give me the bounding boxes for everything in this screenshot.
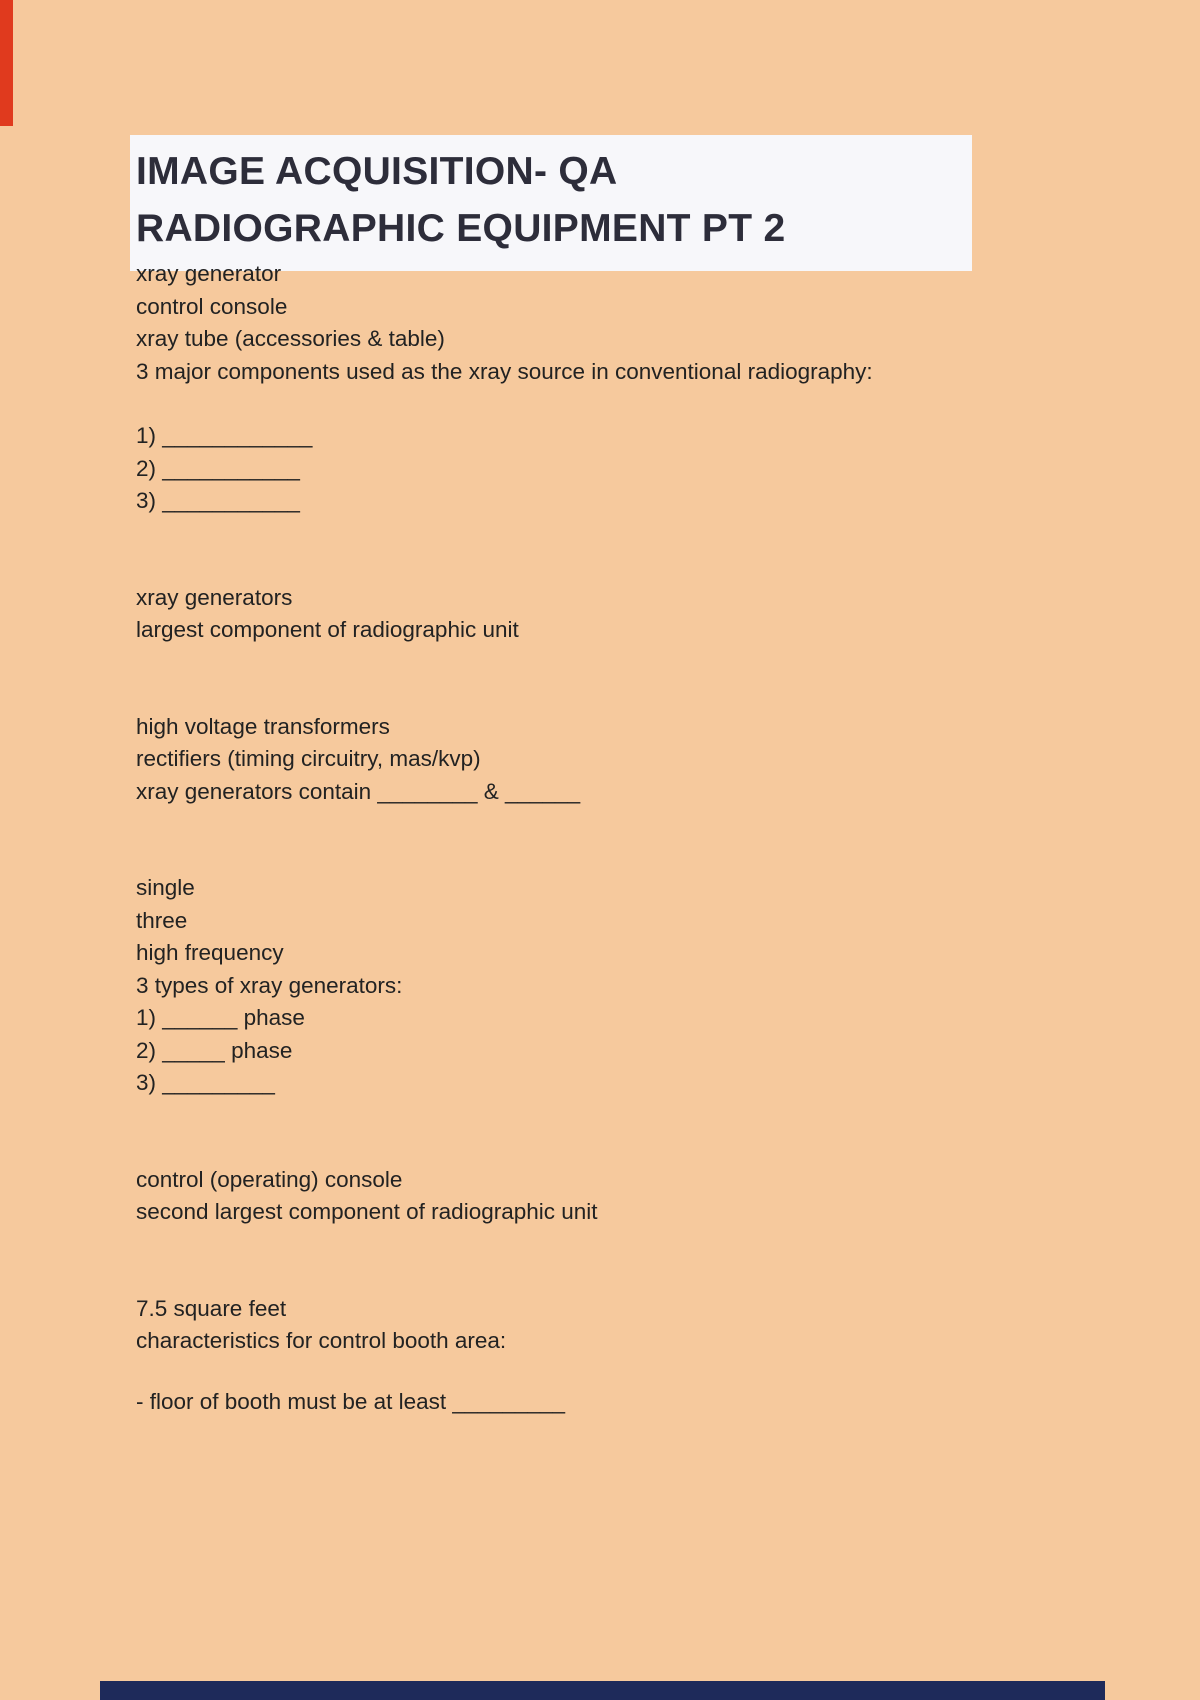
text-block-transformers	[136, 711, 1116, 809]
text-line: xray generators contain ________ & ______	[136, 778, 581, 804]
text-line: 3) ___________	[136, 488, 300, 513]
document-body	[136, 258, 1116, 1418]
text-line: 2) ___________	[136, 455, 300, 481]
text-line: rectifiers (timing circuitry, mas/kvp)	[136, 746, 481, 771]
page-title-block	[130, 135, 972, 271]
text-block-numbered-blanks	[136, 420, 1116, 518]
text-line: high frequency	[136, 940, 284, 965]
page-title-line-1: IMAGE ACQUISITION- QA	[136, 150, 618, 193]
text-block-xray-generators	[136, 582, 1116, 647]
text-line: largest component of radiographic unit	[136, 617, 519, 642]
text-line: xray generators	[136, 584, 293, 610]
text-line: 1) ______ phase	[136, 1005, 305, 1030]
text-line: single	[136, 875, 195, 900]
text-line: 2) _____ phase	[136, 1037, 293, 1063]
text-line: 3 major components used as the xray source in conventional radiography:	[136, 358, 873, 384]
text-line: 1) ____________	[136, 423, 313, 448]
text-line: control (operating) console	[136, 1166, 403, 1192]
text-line: control console	[136, 293, 288, 319]
text-line: high voltage transformers	[136, 713, 390, 739]
text-block-control-booth	[136, 1293, 1116, 1358]
text-block-control-console	[136, 1164, 1116, 1229]
text-block-major-components	[136, 258, 1116, 388]
text-line: 7.5 square feet	[136, 1295, 287, 1321]
text-line: xray generator	[136, 261, 282, 286]
text-line: second largest component of radiographic unit	[136, 1199, 598, 1224]
text-line: three	[136, 907, 188, 933]
text-line: 3) _________	[136, 1070, 275, 1095]
text-block-generator-types	[136, 872, 1116, 1100]
text-line: - floor of booth must be at least _________	[136, 1388, 566, 1414]
text-block-booth-floor	[136, 1386, 1116, 1419]
text-line: 3 types of xray generators:	[136, 972, 403, 998]
left-edge-strip	[0, 0, 13, 126]
footer-bar	[100, 1681, 1105, 1700]
page-title-line-2: RADIOGRAPHIC EQUIPMENT PT 2	[136, 207, 786, 250]
text-line: xray tube (accessories & table)	[136, 326, 445, 351]
text-line: characteristics for control booth area:	[136, 1328, 507, 1353]
